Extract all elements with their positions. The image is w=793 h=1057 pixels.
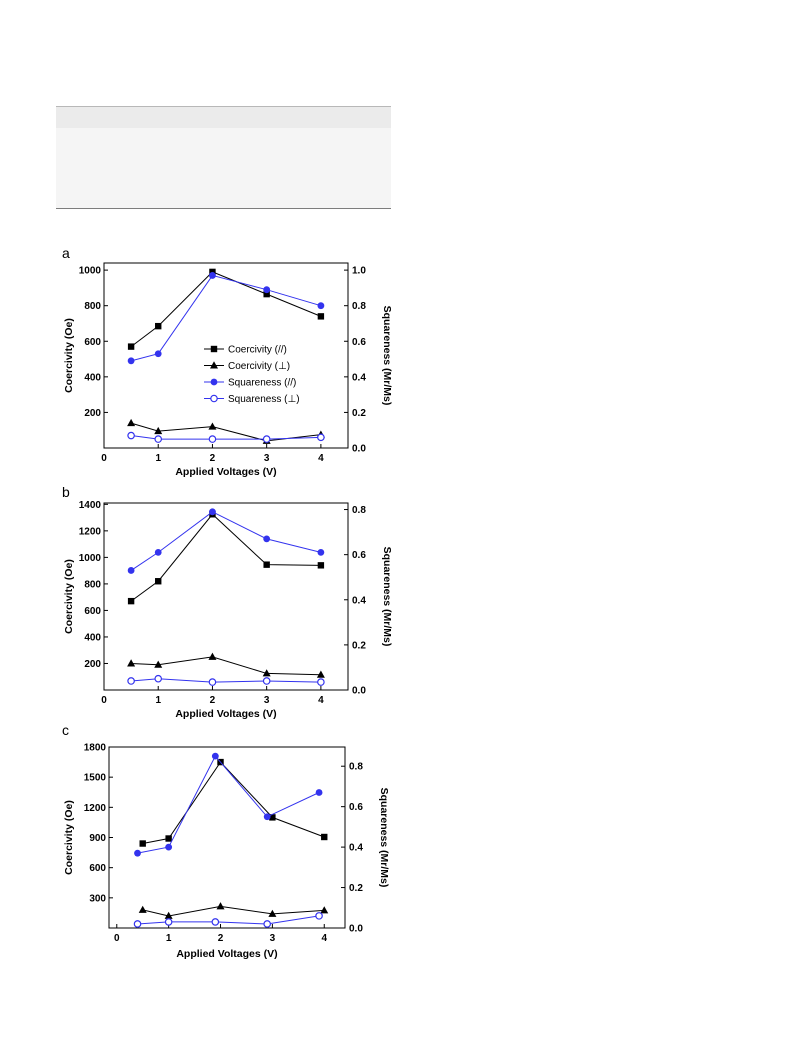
legend-marker-1 (210, 361, 218, 368)
x-tick-label: 0 (113, 933, 120, 944)
data-point-s0-0 (128, 598, 134, 604)
data-point-s2-4 (317, 549, 324, 556)
data-point-s0-1 (155, 323, 161, 329)
series-line-0 (131, 272, 321, 347)
x-tick-label: 2 (209, 695, 216, 706)
y-left-tick-label: 400 (84, 372, 101, 384)
y-left-tick-label: 800 (84, 579, 101, 591)
y-right-tick-label: 0.8 (352, 301, 366, 313)
y-right-axis-title: Squareness (Mr/Ms) (378, 787, 390, 888)
y-right-tick-label: 0.6 (352, 336, 366, 348)
data-point-s2-1 (155, 549, 162, 556)
x-tick-label: 2 (217, 933, 224, 944)
x-tick-label: 1 (155, 453, 162, 464)
x-tick-label: 3 (269, 933, 276, 944)
data-point-s2-2 (209, 272, 216, 279)
y-left-tick-label: 300 (89, 893, 106, 905)
legend-entry-1: Coercivity (⊥) (228, 361, 291, 372)
data-point-s0-3 (263, 561, 269, 567)
y-right-tick-label: 0.6 (349, 802, 363, 814)
series-line-2 (138, 756, 320, 853)
data-point-s3-3 (264, 921, 270, 927)
data-point-s3-4 (318, 679, 324, 685)
x-tick-label: 2 (209, 453, 216, 464)
x-axis-title: Applied Voltages (V) (176, 948, 278, 960)
panel-label: b (62, 484, 70, 500)
y-left-tick-label: 900 (89, 833, 106, 844)
x-tick-label: 4 (321, 933, 328, 944)
y-right-tick-label: 0.8 (352, 505, 366, 517)
data-point-s2-0 (128, 567, 135, 574)
y-right-tick-label: 0.4 (349, 842, 363, 854)
x-tick-label: 3 (263, 695, 270, 706)
data-point-s3-3 (263, 436, 269, 442)
data-point-s0-4 (321, 834, 327, 840)
x-axis-title: Applied Voltages (V) (175, 708, 277, 720)
y-right-tick-label: 0.2 (352, 640, 366, 652)
data-point-s3-3 (263, 678, 269, 684)
x-tick-label: 3 (263, 453, 270, 464)
y-left-tick-label: 600 (84, 336, 101, 348)
data-point-s1-0 (139, 906, 147, 913)
data-point-s3-2 (209, 679, 215, 685)
data-point-s1-2 (208, 653, 216, 660)
y-right-tick-label: 0.0 (349, 923, 363, 935)
y-left-tick-label: 200 (84, 407, 101, 419)
data-point-s2-3 (264, 813, 271, 820)
data-point-s2-1 (165, 844, 172, 851)
y-right-tick-label: 0.4 (352, 595, 366, 607)
data-point-s2-4 (316, 789, 323, 796)
y-right-axis-title: Squareness (Mr/Ms) (381, 305, 393, 406)
x-tick-label: 4 (318, 453, 324, 464)
plot-frame (104, 263, 348, 448)
data-point-s3-1 (155, 436, 161, 442)
x-tick-label: 0 (101, 695, 107, 706)
x-tick-label: 4 (318, 695, 324, 706)
data-point-s3-2 (209, 436, 215, 442)
series-line-3 (138, 916, 320, 924)
data-point-s3-0 (128, 432, 134, 438)
x-tick-label: 0 (101, 453, 107, 464)
y-right-tick-label: 0.6 (352, 550, 366, 562)
data-point-s0-0 (128, 343, 134, 349)
data-point-s2-3 (263, 535, 270, 542)
legend-marker-2 (211, 379, 218, 386)
series-line-2 (131, 512, 321, 571)
data-point-s2-2 (212, 753, 219, 760)
data-point-s0-4 (318, 562, 324, 568)
data-point-s0-4 (318, 313, 324, 319)
y-left-tick-label: 200 (84, 658, 101, 670)
data-point-s2-0 (128, 357, 135, 364)
data-point-s3-2 (212, 919, 218, 925)
y-left-axis-title: Coercivity (Oe) (63, 318, 75, 393)
data-point-s3-0 (134, 921, 140, 927)
data-point-s3-4 (316, 913, 322, 919)
chart-panel-c (62, 722, 390, 960)
y-right-tick-label: 0.4 (352, 372, 366, 384)
data-point-s1-4 (317, 671, 325, 678)
y-left-tick-label: 800 (84, 301, 101, 313)
data-point-s1-4 (320, 906, 328, 913)
y-right-tick-label: 0.8 (349, 761, 363, 773)
legend-entry-0: Coercivity (//) (228, 344, 287, 356)
data-point-s1-2 (217, 902, 225, 909)
y-left-tick-label: 600 (84, 605, 101, 617)
data-point-s2-3 (263, 286, 270, 293)
data-point-s3-4 (318, 434, 324, 440)
data-point-s3-0 (128, 678, 134, 684)
y-left-axis-title: Coercivity (Oe) (63, 559, 75, 634)
y-left-tick-label: 400 (84, 632, 101, 644)
x-tick-label: 1 (165, 933, 172, 944)
data-point-s2-1 (155, 350, 162, 357)
data-point-s0-0 (140, 840, 146, 846)
plot-frame (109, 747, 345, 928)
data-point-s1-2 (208, 422, 216, 429)
y-right-tick-label: 0.0 (352, 685, 366, 697)
y-left-tick-label: 600 (89, 863, 106, 875)
x-tick-label: 1 (155, 695, 162, 706)
y-left-tick-label: 1200 (78, 526, 101, 538)
legend-entry-3: Squareness (⊥) (228, 394, 300, 405)
data-point-s2-0 (134, 850, 141, 857)
y-right-tick-label: 0.2 (352, 407, 366, 419)
legend-entry-2: Squareness (//) (228, 377, 297, 389)
series-line-0 (131, 514, 321, 601)
y-left-tick-label: 1000 (78, 265, 101, 277)
y-left-tick-label: 1800 (83, 742, 106, 754)
data-point-s0-1 (155, 578, 161, 584)
data-point-s3-1 (165, 919, 171, 925)
legend-marker-3 (211, 395, 217, 401)
y-left-tick-label: 1200 (83, 802, 106, 814)
y-right-tick-label: 0.2 (349, 883, 363, 895)
y-left-tick-label: 1500 (83, 772, 106, 784)
panel-label: c (62, 722, 69, 738)
x-axis-title: Applied Voltages (V) (175, 466, 277, 478)
data-point-s3-1 (155, 676, 161, 682)
y-left-tick-label: 1400 (78, 499, 101, 511)
y-right-tick-label: 0.0 (352, 443, 366, 455)
chart-panel-a (62, 245, 393, 478)
y-left-axis-title: Coercivity (Oe) (63, 800, 75, 875)
series-line-2 (131, 275, 321, 360)
data-point-s2-2 (209, 508, 216, 515)
plot-frame (104, 503, 348, 690)
y-left-tick-label: 1000 (78, 552, 101, 564)
legend-marker-0 (211, 346, 217, 352)
data-point-s0-1 (165, 835, 171, 841)
y-right-axis-title: Squareness (Mr/Ms) (381, 546, 393, 647)
data-point-s1-0 (127, 419, 135, 426)
data-point-s2-4 (317, 302, 324, 309)
y-right-tick-label: 1.0 (352, 265, 366, 277)
chart-panel-b (62, 484, 393, 720)
panel-label: a (62, 245, 70, 261)
data-point-s1-0 (127, 659, 135, 666)
